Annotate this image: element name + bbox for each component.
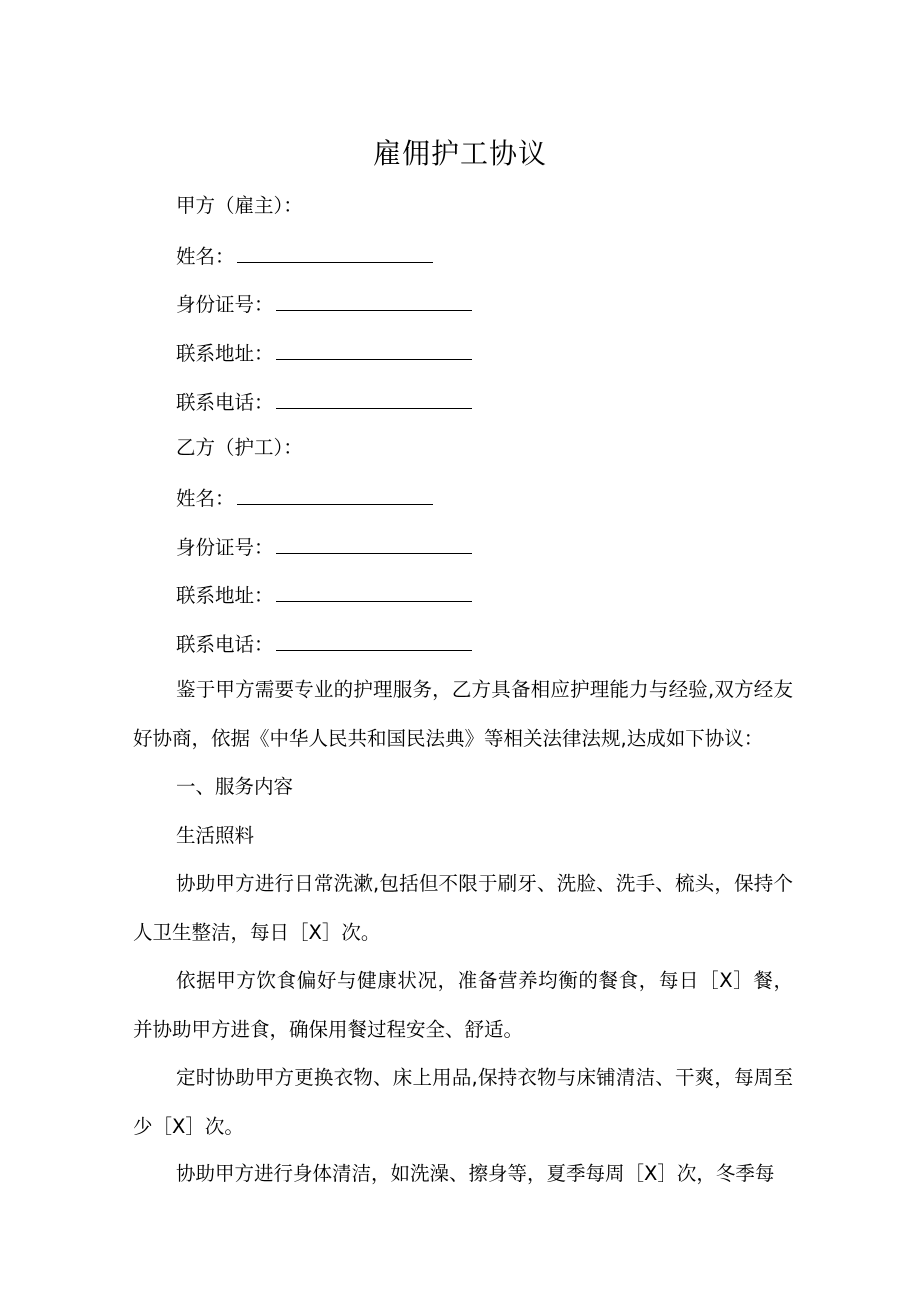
party-a-phone-row bbox=[176, 386, 472, 417]
field-label: 联系电话： bbox=[176, 633, 274, 656]
party-a-address-blank[interactable] bbox=[276, 337, 472, 360]
field-label: 姓名： bbox=[176, 245, 235, 268]
preamble-paragraph: 鉴于甲方需要专业的护理服务，乙方具备相应护理能力与经验,双方经友好协商，依据《中华人民共和国民法典》等相关法律法规,达成如下协议： bbox=[133, 678, 793, 750]
field-label: 姓名： bbox=[176, 487, 235, 510]
party-b-phone-row bbox=[176, 628, 472, 659]
party-b-phone-blank[interactable] bbox=[276, 628, 472, 651]
field-label: 身份证号： bbox=[176, 536, 274, 559]
field-label: 联系地址： bbox=[176, 584, 274, 607]
party-b-address-blank[interactable] bbox=[276, 579, 472, 602]
paragraph: 协助甲方进行身体清洁，如洗澡、擦身等，夏季每周［X］次，冬季每 bbox=[176, 1162, 775, 1185]
party-a-id-row bbox=[176, 288, 472, 319]
document-title: 雇佣护工协议 bbox=[372, 137, 547, 170]
party-b-id-row bbox=[176, 531, 472, 562]
party-a-heading: 甲方（雇主）： bbox=[176, 194, 303, 217]
party-a-name-blank[interactable] bbox=[237, 240, 433, 263]
section-heading: 一、服务内容 bbox=[176, 775, 294, 798]
party-b-id-blank[interactable] bbox=[276, 531, 472, 554]
paragraph: 定时协助甲方更换衣物、床上用品,保持衣物与床铺清洁、干爽，每周至少［X］次。 bbox=[133, 1066, 793, 1138]
field-label: 联系地址： bbox=[176, 342, 274, 365]
paragraph: 协助甲方进行日常洗漱,包括但不限于刷牙、洗脸、洗手、梳头，保持个人卫生整洁，每日［X］次。 bbox=[133, 872, 793, 944]
party-a-id-blank[interactable] bbox=[276, 288, 472, 311]
party-a-address-row bbox=[176, 337, 472, 368]
party-b-heading: 乙方（护工）： bbox=[176, 436, 303, 459]
field-label: 身份证号： bbox=[176, 293, 274, 316]
party-b-name-blank[interactable] bbox=[237, 482, 433, 505]
party-a-name-row bbox=[176, 240, 433, 271]
paragraph: 依据甲方饮食偏好与健康状况，准备营养均衡的餐食，每日［X］餐，并协助甲方进食，确保用餐过程安全、舒适。 bbox=[133, 969, 793, 1041]
party-a-phone-blank[interactable] bbox=[276, 386, 472, 409]
subsection-heading: 生活照料 bbox=[176, 824, 255, 847]
party-b-name-row bbox=[176, 482, 433, 513]
party-b-address-row bbox=[176, 579, 472, 610]
field-label: 联系电话： bbox=[176, 391, 274, 414]
